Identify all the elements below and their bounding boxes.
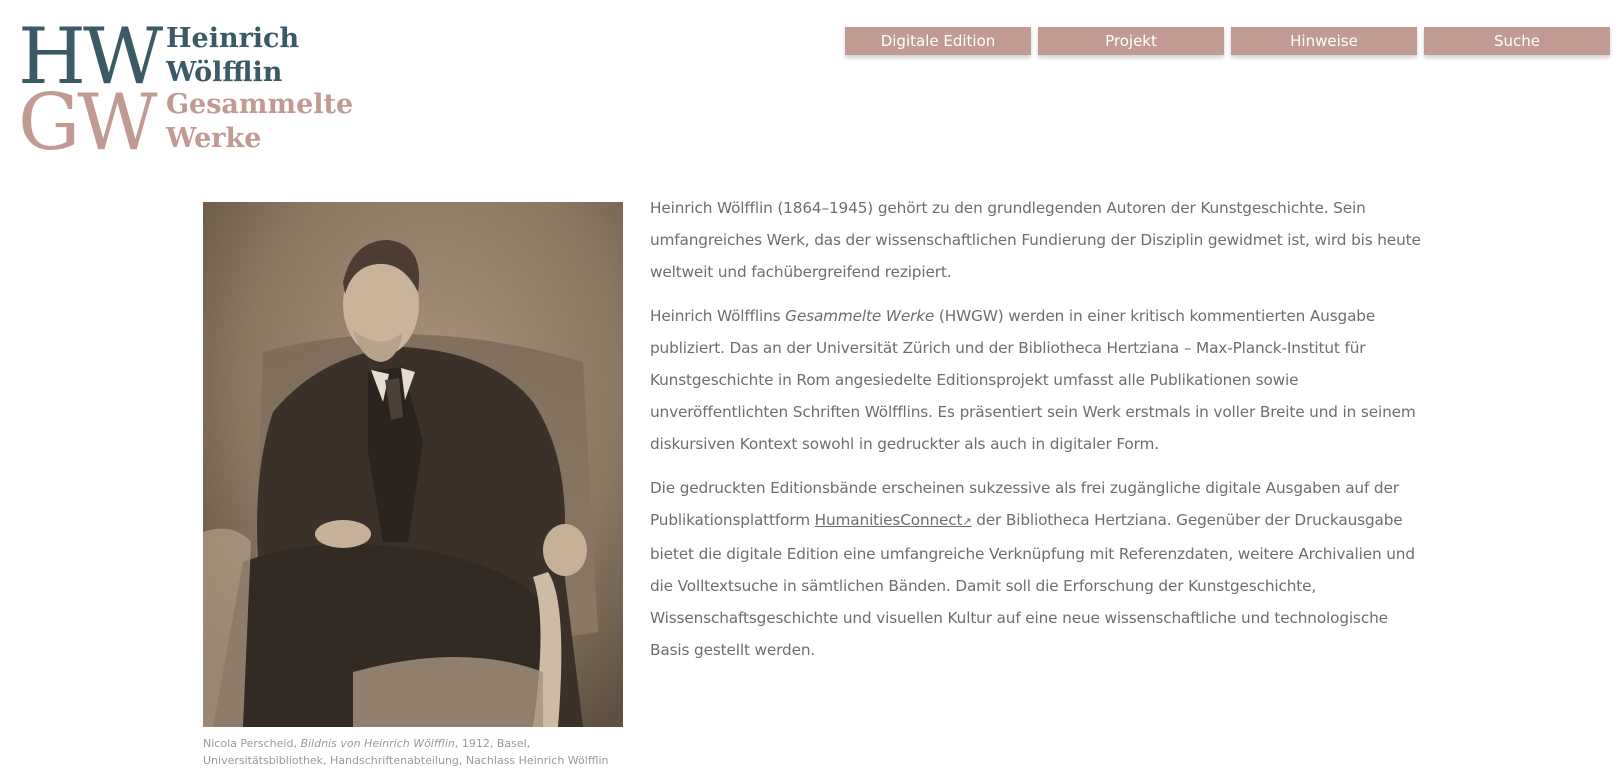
caption-title: Bildnis von Heinrich Wölfflin (300, 737, 455, 750)
nav-suche-button[interactable]: Suche (1424, 27, 1610, 55)
caption-author: Nicola Perscheid, (203, 737, 301, 750)
humanities-connect-link[interactable] (815, 511, 972, 529)
nav-digitale-edition-button[interactable]: Digitale Edition (845, 27, 1031, 55)
logo-word-werke: Werke (166, 123, 262, 154)
p2-text-after: (HWGW) werden in einer kritisch kommentierten Ausgabe publiziert. Das an der Universität Zürich und der Bibliotheca Hertziana – Max-Planck-Institut für Kunstgeschichte in Rom angesiedelte Editionsprojekt umfasst alle Publikationen sowie unveröffentlichten Schriften Wölfflins. Es präsentiert sein Werk erstmals in voller Breite und in seinem diskursiven Kontext sowohl in gedruckter als auch in digitaler Form. (650, 307, 1416, 453)
logo-monogram-hw: HW (18, 12, 161, 102)
logo-word-gesammelte: Gesammelte (166, 89, 354, 120)
p3-text-before: Die gedruckten Editionsbände erscheinen sukzessive als frei zugängliche digitale Ausgaben auf der Publikationsplattform (650, 479, 1399, 529)
logo-monogram-gw: GW (18, 78, 155, 168)
nav-projekt-button[interactable]: Projekt (1038, 27, 1224, 55)
intro-paragraph-3 (650, 472, 1430, 666)
portrait-caption (203, 735, 643, 769)
intro-paragraph-2 (650, 300, 1430, 460)
site-logo[interactable] (18, 12, 354, 168)
portrait-image (203, 202, 623, 727)
logo-word-heinrich: Heinrich (166, 23, 300, 54)
humanities-connect-link-label: HumanitiesConnect (814, 511, 963, 529)
p3-text-after: der Bibliotheca Hertziana. Gegenüber der Druckausgabe bietet die digitale Edition eine umfangreiche Verknüpfung mit Referenzdaten, weitere Archivalien und die Volltextsuche in sämtlichen Bänden. Damit soll die Erforschung der Kunstgeschichte, Wissenschaftsgeschichte und visuellen Kultur auf eine neue wissenschaftliche und technologische Basis gestellt werden. (650, 511, 1415, 659)
intro-paragraph-1: Heinrich Wölfflin (1864–1945) gehört zu den grundlegenden Autoren der Kunstgeschichte. Sein umfangreiches Werk, das der wissenschaftlichen Fundierung der Disziplin gewidmet ist, wird bis heute weltweit und fachübergreifend rezipiert. (650, 199, 1421, 281)
logo-word-woelfflin: Wölfflin (166, 57, 283, 88)
external-link-icon: ↗ (962, 515, 972, 528)
p2-text-before: Heinrich Wölfflins (650, 307, 786, 325)
p2-work-title: Gesammelte Werke (785, 307, 935, 325)
caption-details: , 1912, Basel, Universitätsbibliothek, Handschriftenabteilung, Nachlass Heinrich Wölfflin (203, 737, 609, 767)
nav-hinweise-button[interactable]: Hinweise (1231, 27, 1417, 55)
main-navigation (845, 27, 1610, 55)
intro-text (650, 192, 1430, 678)
